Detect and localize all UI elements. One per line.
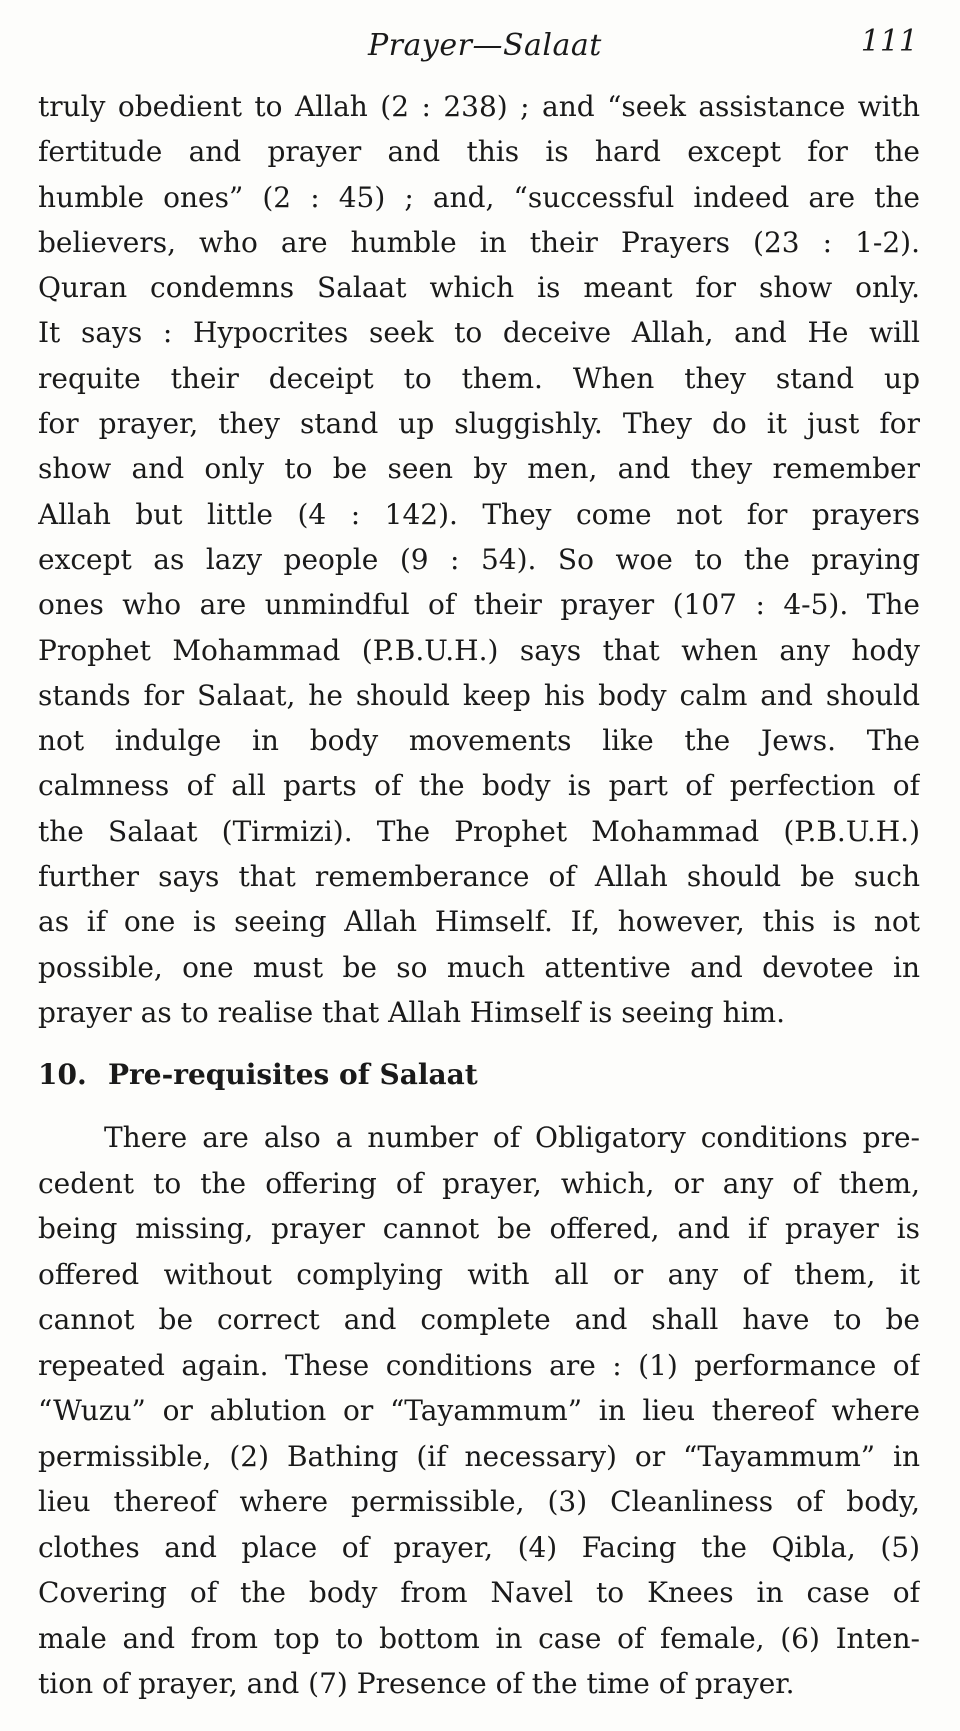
- section-number: 10.: [38, 1058, 87, 1092]
- page-number: 111: [860, 24, 918, 59]
- text-line: Quran condemns Salaat which is meant for show only.: [38, 271, 920, 305]
- text-line: possible, one must be so much attentive and devotee in: [38, 950, 920, 984]
- text-line: further says that rememberance of Allah should be such: [38, 860, 920, 894]
- text-line: “Wuzu” or ablution or “Tayammum” in lieu thereof where: [38, 1394, 920, 1428]
- text-line: for prayer, they stand up sluggishly. They do it just for: [38, 407, 920, 441]
- body-text: [38, 84, 920, 1707]
- text-line: It says : Hypocrites seek to deceive Allah, and He will: [38, 316, 920, 350]
- section-heading: [38, 1035, 920, 1097]
- text-line: There are also a number of Obligatory conditions pre-: [104, 1121, 920, 1155]
- text-line: lieu thereof where permissible, (3) Cleanliness of body,: [38, 1485, 920, 1519]
- section-title: Pre-requisites of Salaat: [108, 1058, 478, 1092]
- text-line: requite their deceipt to them. When they stand up: [38, 361, 920, 395]
- text-line: tion of prayer, and (7) Presence of the time of prayer.: [38, 1667, 795, 1701]
- text-line: not indulge in body movements like the Jews. The: [38, 724, 920, 758]
- text-line: show and only to be seen by men, and they remember: [38, 452, 920, 486]
- text-line: clothes and place of prayer, (4) Facing the Qibla, (5): [38, 1530, 920, 1564]
- text-line: male and from top to bottom in case of female, (6) Inten-: [38, 1621, 920, 1655]
- text-line: being missing, prayer cannot be offered, and if prayer is: [38, 1212, 920, 1246]
- text-line: stands for Salaat, he should keep his body calm and should: [38, 678, 920, 712]
- text-line: Covering of the body from Navel to Knees in case of: [38, 1576, 920, 1610]
- text-line: believers, who are humble in their Prayers (23 : 1-2).: [38, 225, 920, 259]
- text-line: except as lazy people (9 : 54). So woe to the praying: [38, 542, 920, 576]
- text-line: Prophet Mohammad (P.B.U.H.) says that when any hody: [38, 633, 920, 667]
- text-line: cannot be correct and complete and shall have to be: [38, 1303, 920, 1337]
- text-line: as if one is seeing Allah Himself. If, however, this is not: [38, 905, 920, 939]
- text-line: Allah but little (4 : 142). They come not for prayers: [38, 497, 920, 531]
- paragraph-prerequisites: [38, 1115, 920, 1707]
- text-line: permissible, (2) Bathing (if necessary) or “Tayammum” in: [38, 1439, 920, 1473]
- text-line: cedent to the offering of prayer, which, or any of them,: [38, 1166, 920, 1200]
- text-line: the Salaat (Tirmizi). The Prophet Mohammad (P.B.U.H.): [38, 814, 920, 848]
- text-line: humble ones” (2 : 45) ; and, “successful indeed are the: [38, 180, 920, 214]
- running-title: Prayer—Salaat: [368, 28, 602, 63]
- text-line: ones who are unmindful of their prayer (107 : 4-5). The: [38, 588, 920, 622]
- text-line: offered without complying with all or any of them, it: [38, 1257, 920, 1291]
- text-line: calmness of all parts of the body is part of perfection of: [38, 769, 920, 803]
- text-line: prayer as to realise that Allah Himself is seeing him.: [38, 995, 786, 1029]
- page-header: [38, 24, 918, 74]
- text-line: repeated again. These conditions are : (1) performance of: [38, 1348, 920, 1382]
- text-line: fertitude and prayer and this is hard except for the: [38, 135, 920, 169]
- text-line: truly obedient to Allah (2 : 238) ; and “seek assistance with: [38, 90, 920, 123]
- paragraph-prayer-humility: [38, 84, 920, 1035]
